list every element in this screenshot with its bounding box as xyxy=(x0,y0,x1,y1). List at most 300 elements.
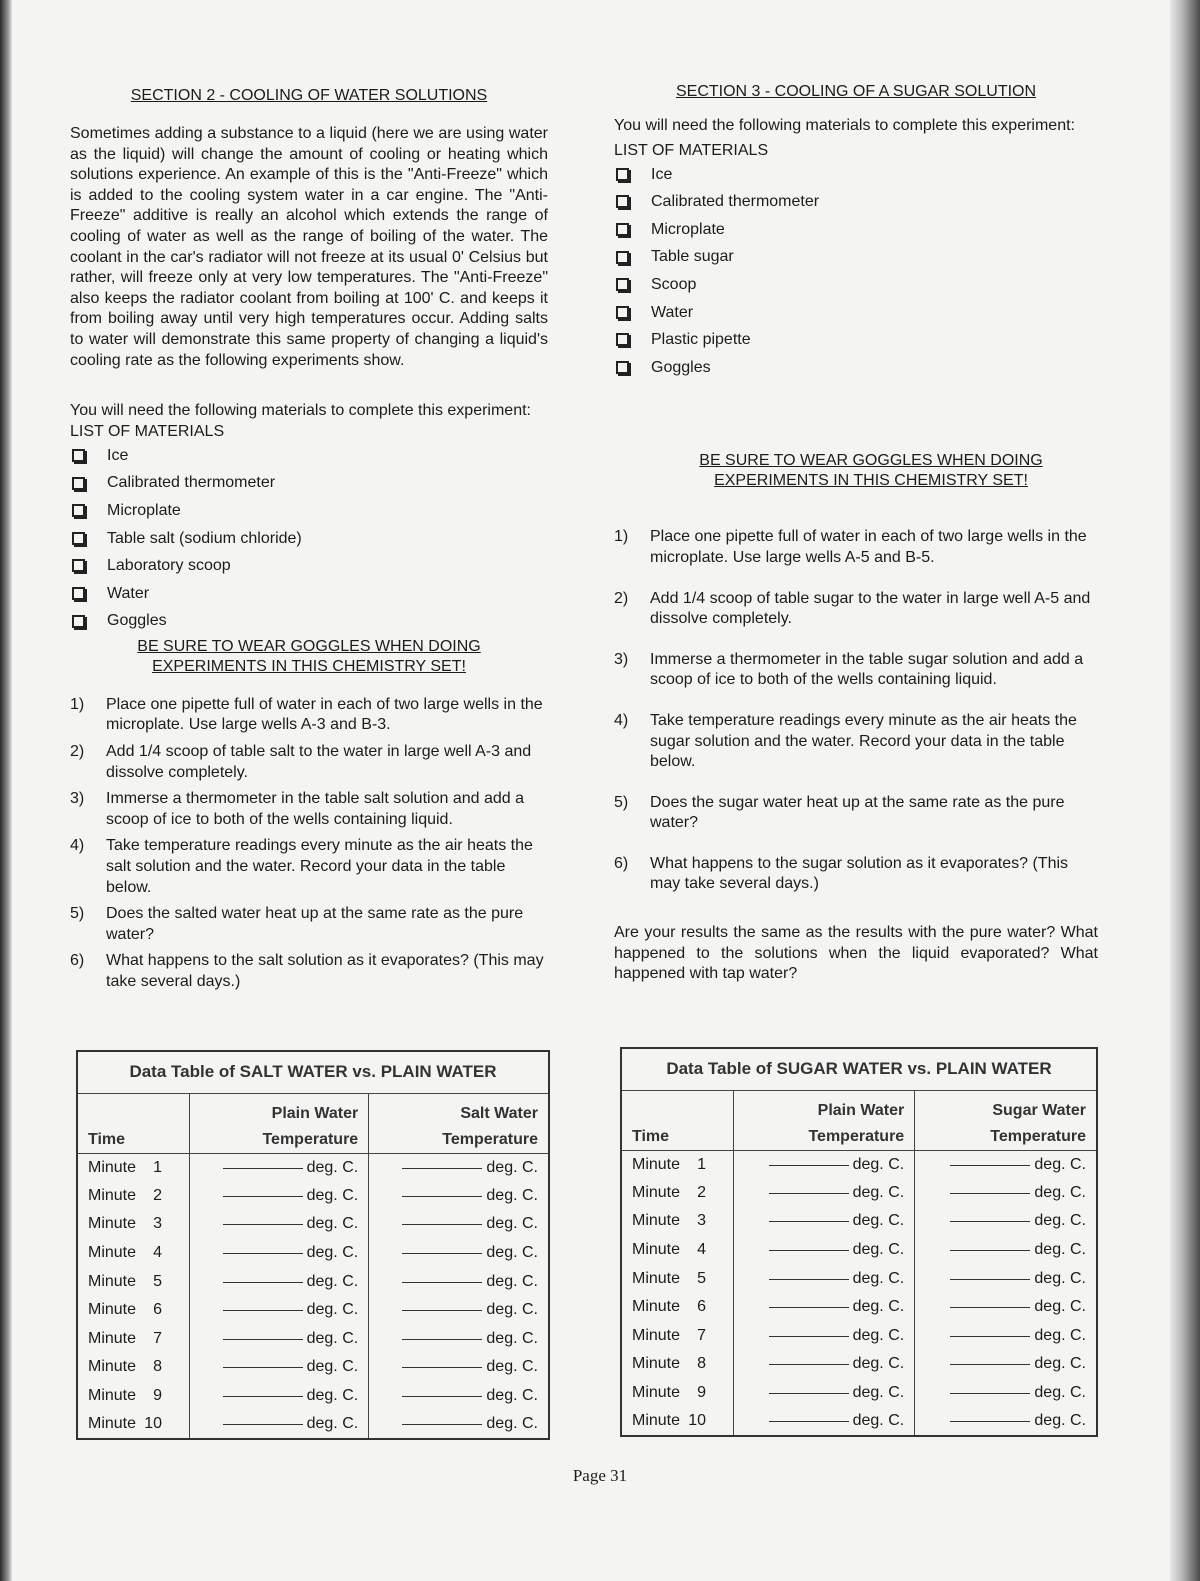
unit-label: deg. C. xyxy=(486,1329,538,1347)
unit-label: deg. C. xyxy=(306,1301,359,1319)
material-item xyxy=(614,243,1098,271)
checkbox-icon[interactable] xyxy=(616,306,629,319)
checkbox-icon[interactable] xyxy=(72,449,85,462)
unit-label: deg. C. xyxy=(852,1155,905,1173)
time-cell xyxy=(77,1296,189,1325)
blank-line xyxy=(402,1367,482,1368)
material-item xyxy=(70,552,548,580)
solution-temp-cell[interactable] xyxy=(915,1322,1097,1351)
checkbox-icon[interactable] xyxy=(616,361,629,374)
blank-line xyxy=(950,1193,1030,1194)
materials-label: LIST OF MATERIALS xyxy=(70,422,225,440)
plain-temp-cell[interactable] xyxy=(189,1153,369,1182)
step-text: Does the sugar water heat up at the same rate as the pure water? xyxy=(650,793,1065,832)
table-row xyxy=(77,1296,549,1325)
minute-label: Minute xyxy=(632,1355,681,1373)
plain-temp-cell[interactable] xyxy=(189,1325,369,1354)
scan-edge-right xyxy=(1170,0,1200,1581)
table-row xyxy=(621,1150,1097,1179)
unit-label: deg. C. xyxy=(486,1415,538,1433)
solution-temp-cell[interactable] xyxy=(369,1239,549,1268)
checkbox-icon[interactable] xyxy=(616,195,629,208)
minute-label: Minute xyxy=(88,1244,137,1262)
unit-label: deg. C. xyxy=(852,1298,905,1316)
solution-temp-cell[interactable] xyxy=(915,1264,1097,1293)
step-item xyxy=(70,836,548,898)
solution-temp-cell[interactable] xyxy=(369,1410,549,1439)
time-cell xyxy=(77,1410,189,1439)
step-item xyxy=(614,650,1098,691)
plain-temp-cell[interactable] xyxy=(733,1150,915,1179)
plain-temp-cell[interactable] xyxy=(189,1239,369,1268)
plain-temp-cell[interactable] xyxy=(733,1179,915,1208)
minute-label: Minute xyxy=(632,1155,681,1173)
minute-label: Minute xyxy=(88,1272,137,1290)
minute-label: Minute xyxy=(632,1298,681,1316)
unit-label: deg. C. xyxy=(852,1384,905,1402)
minute-label: Minute xyxy=(88,1387,137,1405)
material-label: Goggles xyxy=(107,612,167,630)
blank-line xyxy=(769,1364,849,1365)
material-label: Ice xyxy=(107,446,129,464)
step-number: 6) xyxy=(614,854,629,872)
unit-label: deg. C. xyxy=(1034,1155,1086,1173)
step-item xyxy=(70,695,548,736)
minute-number: 1 xyxy=(153,1158,163,1176)
plain-temp-cell[interactable] xyxy=(733,1293,915,1322)
solution-temp-cell[interactable] xyxy=(369,1153,549,1182)
table-row xyxy=(77,1353,549,1382)
solution-temp-cell[interactable] xyxy=(369,1296,549,1325)
table-row xyxy=(621,1179,1097,1208)
checkbox-icon[interactable] xyxy=(72,532,85,545)
blank-line xyxy=(223,1424,303,1425)
step-text: Place one pipette full of water in each of two large wells in the microplate. Use large wells A-5 and B-5. xyxy=(650,528,1087,566)
table-title: Data Table of SUGAR WATER vs. PLAIN WATER xyxy=(621,1048,1097,1090)
material-label: Table salt (sodium chloride) xyxy=(107,529,302,547)
material-label: Calibrated thermometer xyxy=(651,193,820,211)
time-cell xyxy=(77,1353,189,1382)
material-item xyxy=(614,326,1098,354)
table-row xyxy=(621,1264,1097,1293)
material-item xyxy=(614,161,1098,189)
step-number: 2) xyxy=(70,743,85,761)
solution-temp-cell[interactable] xyxy=(915,1350,1097,1379)
material-item xyxy=(70,469,548,497)
blank-line xyxy=(769,1250,849,1251)
material-label: Water xyxy=(107,584,150,602)
unit-label: deg. C. xyxy=(486,1215,538,1233)
step-number: 3) xyxy=(614,650,629,668)
plain-temp-cell[interactable] xyxy=(189,1410,369,1439)
unit-label: deg. C. xyxy=(852,1269,905,1287)
time-cell xyxy=(77,1325,189,1354)
material-item xyxy=(614,188,1098,216)
step-number: 4) xyxy=(70,837,85,855)
material-label: Table sugar xyxy=(651,248,734,266)
minute-number: 10 xyxy=(688,1412,707,1430)
unit-label: deg. C. xyxy=(1034,1412,1086,1430)
material-label: Laboratory scoop xyxy=(107,557,231,575)
plain-temp-cell[interactable] xyxy=(189,1182,369,1211)
steps-list xyxy=(70,695,548,993)
blank-line xyxy=(223,1168,303,1169)
minute-label: Minute xyxy=(632,1326,681,1344)
minute-label: Minute xyxy=(88,1186,137,1204)
table-row xyxy=(77,1210,549,1239)
checkbox-icon[interactable] xyxy=(616,333,629,346)
unit-label: deg. C. xyxy=(1034,1269,1086,1287)
checkbox-icon[interactable] xyxy=(616,278,629,291)
step-item xyxy=(614,527,1098,568)
minute-number: 3 xyxy=(153,1215,163,1233)
unit-label: deg. C. xyxy=(1034,1355,1086,1373)
col-time: Time xyxy=(621,1090,733,1150)
material-item xyxy=(70,442,548,470)
unit-label: deg. C. xyxy=(852,1412,905,1430)
plain-temp-cell[interactable] xyxy=(733,1379,915,1408)
table-row xyxy=(621,1293,1097,1322)
unit-label: deg. C. xyxy=(306,1329,359,1347)
step-number: 3) xyxy=(70,790,85,808)
plain-temp-cell[interactable] xyxy=(733,1264,915,1293)
unit-label: deg. C. xyxy=(486,1244,538,1262)
unit-label: deg. C. xyxy=(852,1241,905,1259)
unit-label: deg. C. xyxy=(486,1358,538,1376)
page-number: Page 31 xyxy=(572,1466,628,1485)
unit-label: deg. C. xyxy=(486,1387,538,1405)
material-label: Scoop xyxy=(651,275,697,293)
blank-line xyxy=(769,1307,849,1308)
solution-temp-cell[interactable] xyxy=(915,1236,1097,1265)
minute-number: 1 xyxy=(697,1155,707,1173)
time-cell xyxy=(77,1210,189,1239)
step-text: Take temperature readings every minute as the air heats the salt solution and the water. Record your data in the table below. xyxy=(106,837,533,896)
table-row xyxy=(77,1382,549,1411)
closing-questions: Are your results the same as the results with the pure water? What happened to the solutions when the liquid evaporated? What happened with tap water? xyxy=(614,924,1098,983)
table-row xyxy=(77,1410,549,1439)
goggles-warning xyxy=(70,637,548,677)
minute-label: Minute xyxy=(632,1412,681,1430)
checkbox-icon[interactable] xyxy=(72,587,85,600)
checkbox-icon[interactable] xyxy=(72,477,85,490)
checkbox-icon[interactable] xyxy=(616,223,629,236)
section-2-intro: Sometimes adding a substance to a liquid (here we are using water as the liquid) will change the amount of cooling or heating which solutions experience. An example of this is the "Anti-Freeze" which is added to the cooling system water in a car engine. The "Anti-Freeze" additive is really an alcohol which extends the range of cooling of water as well as the range of boiling of the water. The coolant in the car's radiator will not freeze at its usual 0' Celsius but rather, will freeze only at very low temperatures. The "Anti-Freeze" also keeps the radiator coolant from boiling at 100' C. and keeps it from boiling away until very high temperatures occur. Adding salts to water will demonstrate this same property of changing a liquid's cooling rate as the following experiments show. xyxy=(70,125,548,369)
unit-label: deg. C. xyxy=(852,1355,905,1373)
step-item xyxy=(614,711,1098,773)
unit-label: deg. C. xyxy=(306,1215,359,1233)
minute-number: 2 xyxy=(697,1183,707,1201)
materials-intro: You will need the following materials to complete this experiment: xyxy=(614,117,1075,134)
materials-intro: You will need the following materials to complete this experiment: xyxy=(70,402,531,420)
solution-temp-cell[interactable] xyxy=(915,1379,1097,1408)
minute-number: 7 xyxy=(697,1326,707,1344)
minute-number: 8 xyxy=(153,1358,163,1376)
time-cell xyxy=(77,1153,189,1182)
salt-water-data-table xyxy=(76,1050,550,1440)
plain-temp-cell[interactable] xyxy=(189,1353,369,1382)
table-row xyxy=(621,1350,1097,1379)
section-3-heading: SECTION 3 - COOLING OF A SUGAR SOLUTION xyxy=(675,83,1037,100)
blank-line xyxy=(950,1165,1030,1166)
blank-line xyxy=(402,1168,482,1169)
blank-line xyxy=(950,1250,1030,1251)
minute-label: Minute xyxy=(88,1329,137,1347)
minute-number: 3 xyxy=(697,1212,707,1230)
step-number: 2) xyxy=(614,589,629,607)
minute-number: 2 xyxy=(153,1186,163,1204)
unit-label: deg. C. xyxy=(852,1212,905,1230)
minute-number: 4 xyxy=(153,1244,163,1262)
blank-line xyxy=(769,1193,849,1194)
col-sugar-water: Sugar Water Temperature xyxy=(915,1090,1097,1150)
checkbox-icon[interactable] xyxy=(616,168,629,181)
plain-temp-cell[interactable] xyxy=(189,1382,369,1411)
time-cell xyxy=(621,1293,733,1322)
blank-line xyxy=(950,1307,1030,1308)
blank-line xyxy=(950,1393,1030,1394)
checkbox-icon[interactable] xyxy=(616,251,629,264)
blank-line xyxy=(223,1339,303,1340)
solution-temp-cell[interactable] xyxy=(915,1407,1097,1436)
plain-temp-cell[interactable] xyxy=(733,1322,915,1351)
step-number: 1) xyxy=(614,528,629,546)
step-text: Immerse a thermometer in the table sugar solution and add a scoop of ice to both of the wells containing liquid. xyxy=(650,650,1084,689)
blank-line xyxy=(950,1336,1030,1337)
minute-number: 6 xyxy=(697,1298,707,1316)
minute-label: Minute xyxy=(632,1384,681,1402)
step-item xyxy=(614,589,1098,630)
minute-number: 9 xyxy=(697,1384,707,1402)
minute-label: Minute xyxy=(88,1215,137,1233)
solution-temp-cell[interactable] xyxy=(369,1210,549,1239)
solution-temp-cell[interactable] xyxy=(369,1353,549,1382)
col-time: Time xyxy=(77,1093,189,1153)
minute-number: 6 xyxy=(153,1301,163,1319)
unit-label: deg. C. xyxy=(1034,1212,1086,1230)
blank-line xyxy=(769,1279,849,1280)
minute-label: Minute xyxy=(88,1301,137,1319)
material-label: Plastic pipette xyxy=(651,331,751,349)
material-label: Water xyxy=(651,303,694,321)
unit-label: deg. C. xyxy=(1034,1326,1086,1344)
time-cell xyxy=(77,1267,189,1296)
table-row xyxy=(77,1325,549,1354)
time-cell xyxy=(77,1382,189,1411)
plain-temp-cell[interactable] xyxy=(189,1267,369,1296)
blank-line xyxy=(223,1396,303,1397)
step-item xyxy=(614,854,1098,895)
unit-label: deg. C. xyxy=(306,1272,359,1290)
material-label: Calibrated thermometer xyxy=(107,474,276,492)
blank-line xyxy=(950,1421,1030,1422)
materials-list xyxy=(614,161,1098,382)
blank-line xyxy=(402,1282,482,1283)
blank-line xyxy=(223,1367,303,1368)
minute-number: 9 xyxy=(153,1387,163,1405)
step-text: Add 1/4 scoop of table salt to the water in large well A-3 and dissolve completely. xyxy=(106,743,532,781)
table-row xyxy=(77,1153,549,1182)
minute-number: 5 xyxy=(697,1269,707,1287)
time-cell xyxy=(77,1239,189,1268)
blank-line xyxy=(223,1196,303,1197)
unit-label: deg. C. xyxy=(306,1186,359,1204)
minute-number: 10 xyxy=(144,1415,163,1433)
unit-label: deg. C. xyxy=(1034,1384,1086,1402)
plain-temp-cell[interactable] xyxy=(733,1407,915,1436)
unit-label: deg. C. xyxy=(1034,1241,1086,1259)
blank-line xyxy=(402,1339,482,1340)
blank-line xyxy=(223,1282,303,1283)
blank-line xyxy=(223,1224,303,1225)
blank-line xyxy=(769,1221,849,1222)
section-2-heading: SECTION 2 - COOLING OF WATER SOLUTIONS xyxy=(130,87,488,104)
step-item xyxy=(70,789,548,830)
checkbox-icon[interactable] xyxy=(72,559,85,572)
material-label: Microplate xyxy=(107,501,181,519)
blank-line xyxy=(223,1310,303,1311)
step-item xyxy=(70,742,548,783)
table-title: Data Table of SALT WATER vs. PLAIN WATER xyxy=(77,1051,549,1093)
blank-line xyxy=(402,1224,482,1225)
material-item xyxy=(614,299,1098,327)
minute-label: Minute xyxy=(88,1415,137,1433)
time-cell xyxy=(621,1407,733,1436)
plain-temp-cell[interactable] xyxy=(189,1210,369,1239)
minute-number: 8 xyxy=(697,1355,707,1373)
step-text: What happens to the sugar solution as it evaporates? (This may take several days.) xyxy=(650,854,1069,893)
table-row xyxy=(77,1267,549,1296)
plain-temp-cell[interactable] xyxy=(189,1296,369,1325)
step-number: 1) xyxy=(70,695,85,713)
time-cell xyxy=(621,1322,733,1351)
scan-edge-left xyxy=(0,0,12,1581)
solution-temp-cell[interactable] xyxy=(915,1150,1097,1179)
unit-label: deg. C. xyxy=(1034,1298,1086,1316)
unit-label: deg. C. xyxy=(486,1186,538,1204)
minute-number: 5 xyxy=(153,1272,163,1290)
warning-line: EXPERIMENTS IN THIS CHEMISTRY SET! xyxy=(714,472,1028,490)
material-label: Goggles xyxy=(651,358,711,376)
step-number: 6) xyxy=(70,952,85,970)
col-plain-water: Plain Water Temperature xyxy=(733,1090,915,1150)
time-cell xyxy=(621,1207,733,1236)
blank-line xyxy=(769,1165,849,1166)
step-text: Add 1/4 scoop of table sugar to the water in large well A-5 and dissolve completely. xyxy=(650,589,1091,628)
table-row xyxy=(621,1322,1097,1351)
steps-list xyxy=(614,527,1098,895)
minute-label: Minute xyxy=(632,1212,681,1230)
material-item xyxy=(70,580,548,608)
step-number: 4) xyxy=(614,711,629,729)
materials-list xyxy=(70,442,548,635)
time-cell xyxy=(621,1264,733,1293)
material-label: Ice xyxy=(651,165,673,183)
unit-label: deg. C. xyxy=(486,1158,538,1176)
unit-label: deg. C. xyxy=(306,1244,359,1262)
solution-temp-cell[interactable] xyxy=(915,1293,1097,1322)
minute-label: Minute xyxy=(88,1358,137,1376)
step-text: What happens to the salt solution as it evaporates? (This may take several days.) xyxy=(106,952,544,990)
step-text: Take temperature readings every minute as the air heats the sugar solution and the water. Record your data in the table below. xyxy=(650,711,1077,771)
time-cell xyxy=(621,1150,733,1179)
step-text: Does the salted water heat up at the same rate as the pure water? xyxy=(106,905,524,943)
solution-temp-cell[interactable] xyxy=(369,1382,549,1411)
unit-label: deg. C. xyxy=(306,1387,359,1405)
unit-label: deg. C. xyxy=(486,1301,538,1319)
table-row xyxy=(621,1207,1097,1236)
solution-temp-cell[interactable] xyxy=(369,1182,549,1211)
step-item xyxy=(70,951,548,992)
unit-label: deg. C. xyxy=(306,1358,359,1376)
unit-label: deg. C. xyxy=(486,1272,538,1290)
table-row xyxy=(621,1236,1097,1265)
time-cell xyxy=(621,1350,733,1379)
step-text: Immerse a thermometer in the table salt solution and add a scoop of ice to both of the wells containing liquid. xyxy=(106,790,524,828)
blank-line xyxy=(950,1279,1030,1280)
checkbox-icon[interactable] xyxy=(72,504,85,517)
solution-temp-cell[interactable] xyxy=(369,1325,549,1354)
blank-line xyxy=(769,1421,849,1422)
blank-line xyxy=(402,1196,482,1197)
step-number: 5) xyxy=(70,905,85,923)
minute-label: Minute xyxy=(632,1183,681,1201)
step-number: 5) xyxy=(614,793,629,811)
table-row xyxy=(621,1379,1097,1408)
blank-line xyxy=(402,1310,482,1311)
col-plain-water: Plain Water Temperature xyxy=(189,1093,369,1153)
step-item xyxy=(614,793,1098,834)
col-salt-water: Salt Water Temperature xyxy=(369,1093,549,1153)
minute-label: Minute xyxy=(88,1158,137,1176)
step-item xyxy=(70,904,548,945)
plain-temp-cell[interactable] xyxy=(733,1350,915,1379)
sugar-water-data-table xyxy=(620,1047,1098,1437)
blank-line xyxy=(769,1336,849,1337)
time-cell xyxy=(621,1179,733,1208)
blank-line xyxy=(402,1253,482,1254)
material-item xyxy=(70,497,548,525)
blank-line xyxy=(223,1253,303,1254)
table-row xyxy=(77,1182,549,1211)
material-item xyxy=(614,354,1098,382)
checkbox-icon[interactable] xyxy=(72,615,85,628)
solution-temp-cell[interactable] xyxy=(369,1267,549,1296)
blank-line xyxy=(950,1364,1030,1365)
blank-line xyxy=(950,1221,1030,1222)
table-row xyxy=(77,1239,549,1268)
unit-label: deg. C. xyxy=(306,1415,359,1433)
section-2 xyxy=(70,86,548,999)
blank-line xyxy=(769,1393,849,1394)
solution-temp-cell[interactable] xyxy=(915,1179,1097,1208)
minute-label: Minute xyxy=(632,1241,681,1259)
solution-temp-cell[interactable] xyxy=(915,1207,1097,1236)
unit-label: deg. C. xyxy=(1034,1183,1086,1201)
time-cell xyxy=(77,1182,189,1211)
time-cell xyxy=(621,1379,733,1408)
table-row xyxy=(621,1407,1097,1436)
material-label: Microplate xyxy=(651,220,725,238)
materials-label: LIST OF MATERIALS xyxy=(614,141,769,159)
time-cell xyxy=(621,1236,733,1265)
minute-number: 4 xyxy=(697,1241,707,1259)
plain-temp-cell[interactable] xyxy=(733,1207,915,1236)
plain-temp-cell[interactable] xyxy=(733,1236,915,1265)
blank-line xyxy=(402,1396,482,1397)
unit-label: deg. C. xyxy=(852,1183,905,1201)
blank-line xyxy=(402,1424,482,1425)
